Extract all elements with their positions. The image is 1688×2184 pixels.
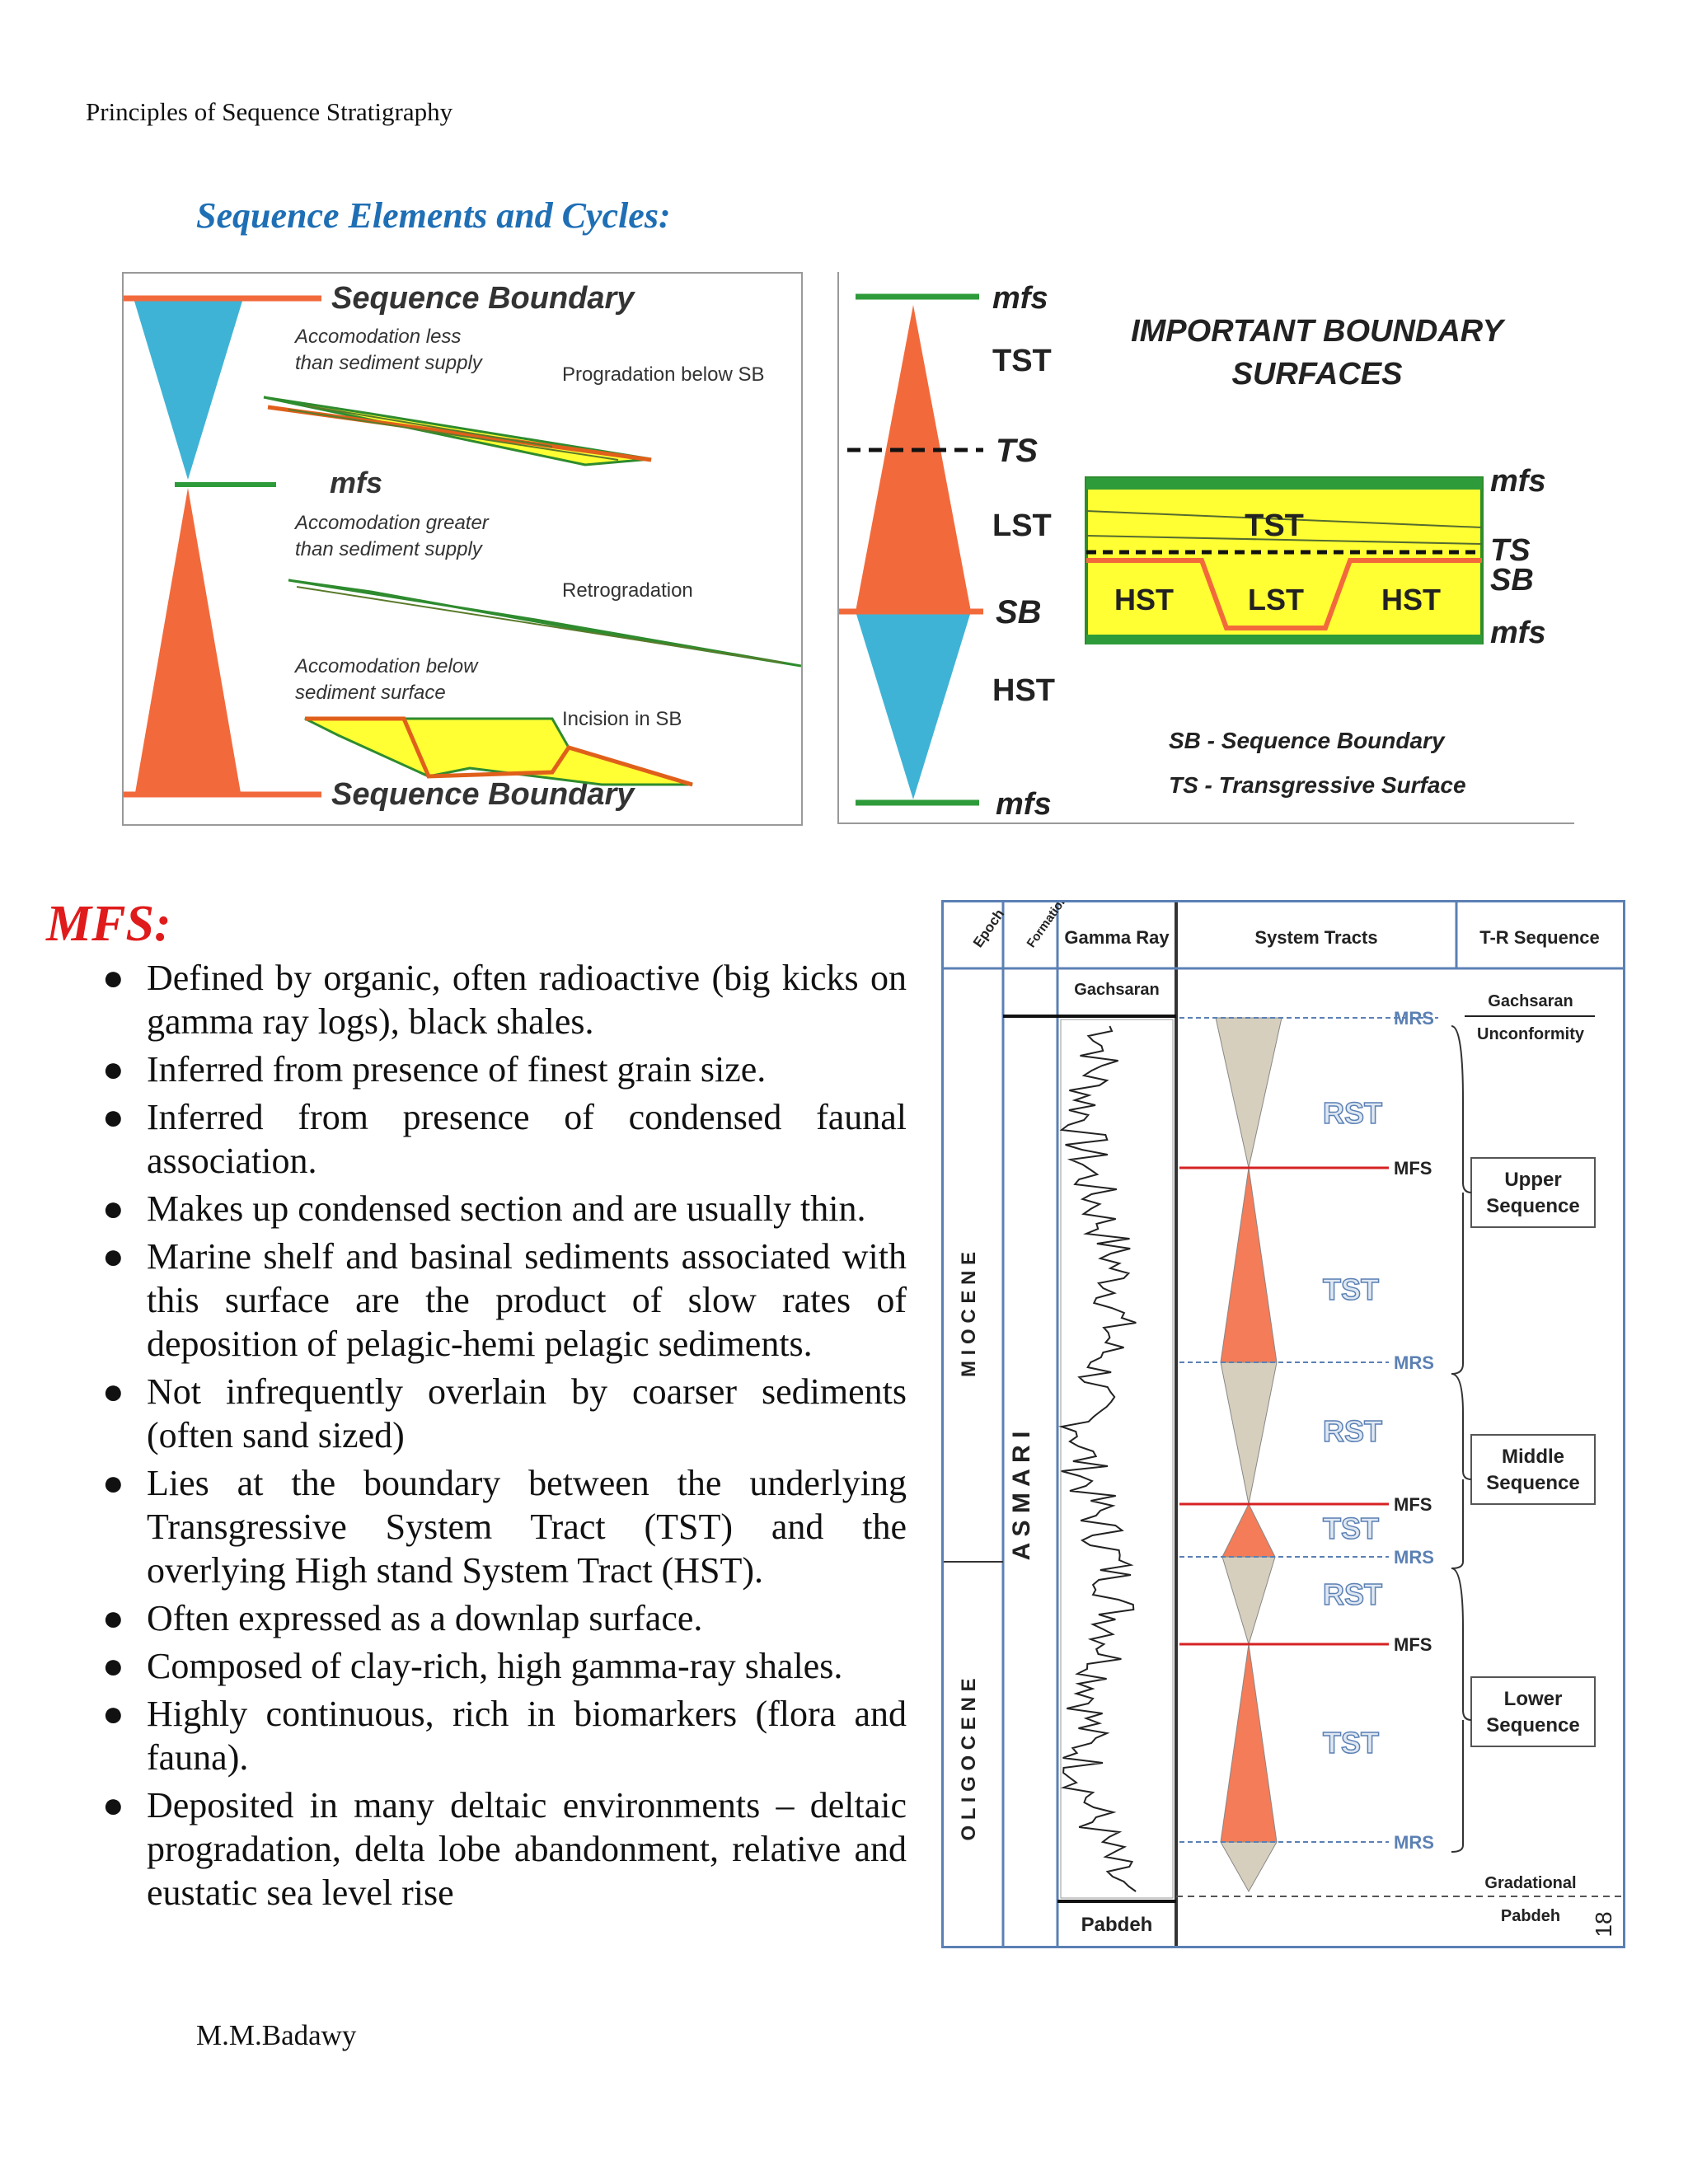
oligocene-label: O L I G O C E N E [958,1678,980,1841]
tst-triangle [1221,1168,1277,1362]
bullet-item: ● Defined by organic, often radioactive (big kicks on gamma ray logs), black shales. [102,958,907,1042]
ts-label: TS [996,433,1039,469]
gradational-label: Gradational [1484,1874,1577,1892]
mrs-label: MRS [1394,1547,1434,1568]
page-marks: 18 [1591,1911,1616,1938]
page-header: Principles of Sequence Stratigraphy [86,97,453,126]
right-mfs-top: mfs [1490,464,1546,499]
note2-line1: Accomodation greater [295,512,489,534]
upper-bracket [1451,1026,1471,1374]
blue-triangle [856,612,971,799]
mfs-label: MFS [1394,1634,1432,1655]
tst-label: TST [992,344,1052,378]
bullet-item: ● Inferred from presence of condensed faunal association. [102,1097,907,1181]
lower-line2: Sequence [1486,1714,1580,1736]
legend-sb: SB - Sequence Boundary [1169,728,1445,753]
rst-label: RST [1323,1414,1382,1448]
figure-sequence-elements-svg [124,274,801,824]
right-mfs-bottom: mfs [1490,616,1546,650]
orange-triangle [856,305,971,612]
tst-triangle [1222,1504,1275,1557]
block-mfs-bottom [1086,635,1482,644]
rst-triangle [1221,1842,1277,1891]
bullet-item: ● Deposited in many deltaic environments – deltaic progradation, delta lobe abandonment, relative and eustatic sea level rise [102,1785,907,1913]
bullet-item: ● Highly continuous, rich in biomarkers (flora and fauna). [102,1694,907,1778]
header-formation: Formation [1024,902,1071,951]
pabdeh-label: Pabdeh [1081,1914,1153,1936]
progradation-layer [288,410,618,460]
bullet-text: Defined by organic, often radioactive (big kicks on gamma ray logs), black shales. [147,958,907,1042]
retrogradation-layer [297,587,783,663]
figure-sequence-elements [122,272,803,826]
unconformity-label: Unconformity [1477,1025,1584,1043]
mrs-label: MRS [1394,1832,1434,1853]
mrs-label: MRS [1394,1352,1434,1373]
block-tst: TST [1245,509,1304,543]
lst-label: LST [992,509,1052,543]
incision-label: Incision in SB [562,708,682,730]
pabdeh-right: Pabdeh [1500,1907,1561,1925]
note3-line2: sediment surface [295,682,446,704]
tst-label: TST [1323,1511,1379,1545]
figure-system-tracts-log [941,900,1625,1948]
lower-bracket [1451,1568,1471,1852]
rst-triangle [1216,1018,1282,1168]
block-hst-right: HST [1381,583,1441,616]
block-lst: LST [1248,583,1304,616]
miocene-label: M I O C E N E [958,1251,980,1378]
mfs-label: MFS [1394,1494,1432,1515]
bullet-text: Inferred from presence of condensed faunal association. [147,1097,907,1181]
note2-line2: than sediment supply [295,538,482,560]
middle-line2: Sequence [1486,1472,1580,1494]
gachsaran-top-label: Gachsaran [1074,981,1160,999]
retrogradation-label: Retrogradation [562,579,693,602]
mfs-label: MFS [1394,1158,1432,1179]
middle-line1: Middle [1502,1446,1564,1468]
blue-triangle [134,298,243,480]
upper-line2: Sequence [1486,1195,1580,1217]
bullet-text: Marine shelf and basinal sediments associated with this surface are the product of slow rates of deposition of pelagic-hemi pelagic sediments. [147,1236,907,1364]
right-sb: SB [1490,563,1534,598]
boundary-title-1: IMPORTANT BOUNDARY [1131,314,1503,349]
bullet-item: ● Lies at the boundary between the underlying Transgressive System Tract (TST) and the overlying High stand System Tract (HST). [102,1463,907,1591]
bullet-text: Inferred from presence of finest grain size. [147,1049,767,1090]
bullet-item: ● Often expressed as a downlap surface. [102,1598,703,1638]
lower-line1: Lower [1503,1688,1563,1710]
bullet-text: Often expressed as a downlap surface. [147,1598,703,1638]
bullet-item: ● Makes up condensed section and are usually thin. [102,1188,866,1229]
tst-triangle [1221,1644,1277,1842]
tst-label: TST [1323,1726,1379,1760]
rst-triangle [1222,1557,1275,1644]
header-epoch: Epoch [969,906,1008,951]
hst-label: HST [992,673,1055,708]
tst-label: TST [1323,1272,1379,1306]
bullet-text: Highly continuous, rich in biomarkers (flora and fauna). [147,1694,907,1778]
mfs-bottom: mfs [996,787,1052,822]
mfs-heading: MFS: [46,896,171,952]
bullet-item: ● Inferred from presence of finest grain size. [102,1049,767,1090]
bullet-item: ● Marine shelf and basinal sediments associated with this surface are the product of slow rates of deposition of pelagic-hemi pelagic sediments. [102,1236,907,1364]
progradation-layer [305,405,552,447]
note3-line1: Accomodation below [295,655,478,677]
bullet-text: Lies at the boundary between the underlying Transgressive System Tract (TST) and the overlying High stand System Tract (HST). [147,1463,907,1591]
legend-ts: TS - Transgressive Surface [1169,772,1466,798]
note1-line1: Accomodation less [295,326,462,348]
boundary-title-2: SURFACES [1231,357,1403,391]
sequence-boundary-bottom: Sequence Boundary [331,777,635,812]
rst-label: RST [1323,1096,1382,1130]
mrs-label: MRS [1394,1008,1434,1029]
bullet-text: Makes up condensed section and are usually thin. [147,1188,866,1229]
sb-label: SB [996,594,1042,630]
figure-boundary-surfaces-svg [839,272,1574,823]
figure-system-tracts-svg [944,902,1623,1946]
right-ts: TS [1490,533,1531,568]
footer-author: M.M.Badawy [196,2019,357,2051]
progradation-label: Progradation below SB [562,363,765,386]
header-gamma: Gamma Ray [1064,927,1170,948]
upper-line1: Upper [1504,1169,1562,1191]
mfs-label: mfs [330,466,383,499]
sequence-boundary-top: Sequence Boundary [331,281,635,316]
orange-triangle [135,488,241,793]
bullet-text: Not infrequently overlain by coarser sediments (often sand sized) [147,1371,907,1455]
block-hst-left: HST [1114,583,1174,616]
bullet-item: ● Composed of clay-rich, high gamma-ray shales. [102,1646,843,1686]
mfs-bullet-list [91,956,907,1919]
block-mfs-top [1086,478,1482,490]
mfs-top: mfs [992,281,1048,316]
asmari-label: A S M A R I [1008,1431,1035,1561]
note1-line2: than sediment supply [295,352,482,374]
middle-bracket [1451,1374,1471,1568]
gachsaran-right: Gachsaran [1488,992,1573,1010]
header-tr: T-R Sequence [1479,927,1600,948]
figure-boundary-surfaces [837,272,1574,824]
header-tracts: System Tracts [1254,927,1378,948]
rst-label: RST [1323,1577,1382,1611]
bullet-text: Composed of clay-rich, high gamma-ray shales. [147,1646,843,1686]
section-title: Sequence Elements and Cycles: [196,195,671,236]
bullet-item: ● Not infrequently overlain by coarser sediments (often sand sized) [102,1371,907,1455]
rst-triangle [1221,1362,1277,1504]
bullet-text: Deposited in many deltaic environments – deltaic progradation, delta lobe abandonment, relative and eustatic sea level rise [147,1785,907,1913]
